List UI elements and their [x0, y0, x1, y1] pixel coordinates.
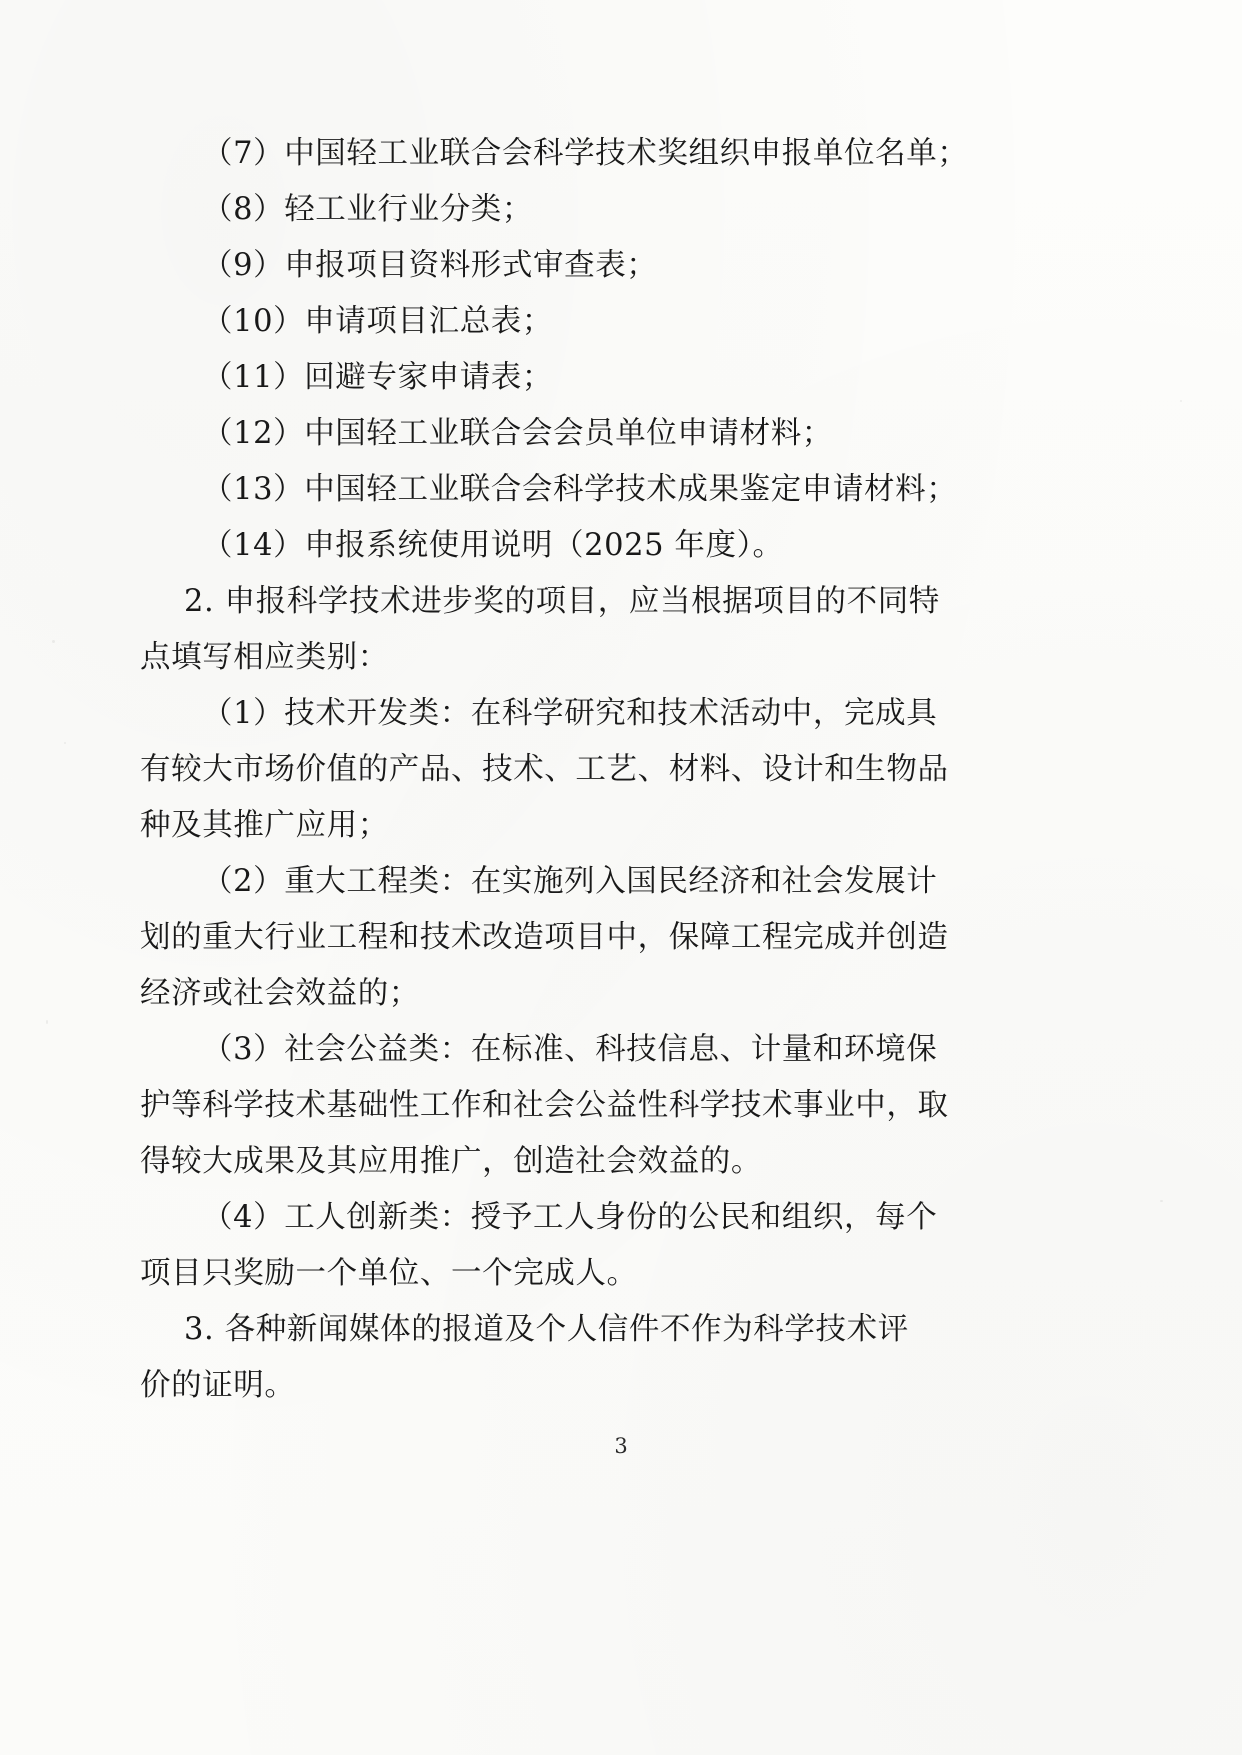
text-line: （9）申报项目资料形式审查表；	[202, 248, 658, 283]
text-line: 点填写相应类别：	[140, 640, 389, 675]
text-line: （11）回避专家申请表；	[202, 360, 554, 395]
text-line: 经济或社会效益的；	[140, 976, 420, 1011]
scan-speck	[1180, 400, 1182, 402]
text-line: 护等科学技术基础性工作和社会公益性科学技术事业中，取	[140, 1088, 949, 1123]
text-line: （14）申报系统使用说明（2025 年度）。	[202, 528, 784, 563]
text-line: （10）申请项目汇总表；	[202, 304, 554, 339]
text-line: 3. 各种新闻媒体的报道及个人信件不作为科学技术评	[184, 1312, 909, 1347]
text-line: 有较大市场价值的产品、技术、工艺、材料、设计和生物品	[140, 752, 949, 787]
text-line: （4）工人创新类：授予工人身份的公民和组织，每个	[202, 1200, 938, 1235]
text-line: （13）中国轻工业联合会科学技术成果鉴定申请材料；	[202, 472, 958, 507]
text-line: 种及其推广应用；	[140, 808, 389, 843]
text-line: （8）轻工业行业分类；	[202, 192, 534, 227]
scan-speck	[64, 742, 66, 744]
document-body	[140, 126, 969, 1414]
text-line: （2）重大工程类：在实施列入国民经济和社会发展计	[202, 864, 938, 899]
text-line: （7）中国轻工业联合会科学技术奖组织申报单位名单；	[202, 136, 969, 171]
text-line: 得较大成果及其应用推广，创造社会效益的。	[140, 1144, 762, 1179]
text-line: 2. 申报科学技术进步奖的项目，应当根据项目的不同特	[184, 584, 940, 619]
scan-speck	[52, 640, 55, 643]
text-line: （12）中国轻工业联合会会员单位申请材料；	[202, 416, 833, 451]
scan-speck	[46, 1020, 48, 1024]
scan-speck	[1160, 1200, 1163, 1202]
text-line: （3）社会公益类：在标准、科技信息、计量和环境保	[202, 1032, 938, 1067]
text-line: 项目只奖励一个单位、一个完成人。	[140, 1256, 638, 1291]
text-line: （1）技术开发类：在科学研究和技术活动中，完成具	[202, 696, 938, 731]
page-number: 3	[614, 1434, 628, 1458]
text-line: 价的证明。	[140, 1368, 296, 1403]
text-line: 划的重大行业工程和技术改造项目中，保障工程完成并创造	[140, 920, 949, 955]
